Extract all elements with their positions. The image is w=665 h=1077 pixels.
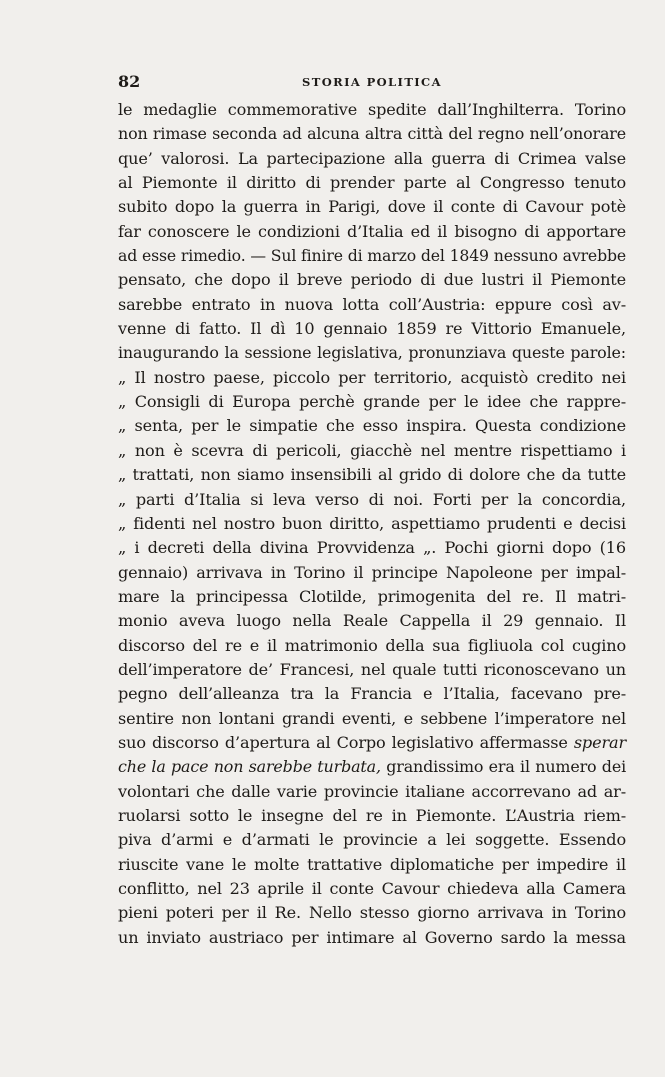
text-line: inaugurando la sessione legislativa, pronunziava queste parole: [118, 343, 626, 363]
text-line-with-italic [118, 755, 626, 779]
text-line: pegno dell’alleanza tra la Francia e l’Italia, facevano pre- [118, 684, 626, 704]
text-line: ad esse rimedio. — Sul finire di marzo del 1849 nessuno avrebbe [118, 246, 626, 266]
text-line: far conoscere le condizioni d’Italia ed il bisogno di apportare [118, 221, 626, 241]
text-line: le medaglie commemorative spedite dall’Inghilterra. Torino [118, 100, 626, 119]
quoted-line: „ Il nostro paese, piccolo per territorio, acquistò credito nei [118, 367, 626, 387]
page-number: 82 [118, 72, 141, 91]
text-line: mare la principessa Clotilde, primogenita del re. Il matri- [118, 586, 626, 606]
text-line: pieni poteri per il Re. Nello stesso giorno arrivava in Torino [118, 903, 626, 923]
text-line: piva d’armi e d’armati le provincie a lei soggette. Essendo [118, 830, 626, 850]
text-line: discorso del re e il matrimonio della sua figliuola col cugino [118, 635, 626, 655]
text-line: al Piemonte il diritto di prender parte al Congresso tenuto [118, 173, 626, 193]
text-span: suo discorso d’apertura al Corpo legislativo affermasse [118, 732, 568, 752]
text-line: volontari che dalle varie provincie italiane accorrevano ad ar- [118, 781, 626, 801]
text-line: subito dopo la guerra in Parigi, dove il conte di Cavour potè [118, 197, 626, 217]
text-line: venne di fatto. Il dì 10 gennaio 1859 re Vittorio Emanuele, [118, 319, 626, 339]
quoted-line: „ senta, per le simpatie che esso inspira. Questa condizione [118, 416, 626, 436]
text-line: dell’imperatore de’ Francesi, nel quale tutti riconoscevano un [118, 659, 626, 679]
text-line-with-italic [118, 731, 626, 755]
text-line: riuscite vane le molte trattative diplomatiche per impedire il [118, 854, 626, 874]
text-line: un inviato austriaco per intimare al Governo sardo la messa [118, 927, 626, 947]
text-span: grandissimo era il numero dei [386, 757, 627, 777]
quoted-line: „ parti d’Italia si leva verso di noi. Forti per la concordia, [118, 489, 626, 509]
quoted-line: „ non è scevra di pericoli, giacchè nel mentre rispettiamo i [118, 440, 626, 460]
text-line: ruolarsi sotto le insegne del re in Piemonte. L’Austria riem- [118, 805, 626, 825]
text-line: sarebbe entrato in nuova lotta coll’Austria: eppure così av- [118, 294, 626, 314]
text-line: conflitto, nel 23 aprile il conte Cavour chiedeva alla Camera [118, 879, 626, 898]
quoted-line: „ i decreti della divina Provvidenza „. Pochi giorni dopo (16 [118, 538, 626, 558]
text-line: gennaio) arrivava in Torino il principe Napoleone per impal- [118, 562, 626, 582]
quoted-line: „ fidenti nel nostro buon diritto, aspettiamo prudenti e decisi [118, 513, 626, 533]
text-line: pensato, che dopo il breve periodo di due lustri il Piemonte [118, 270, 626, 290]
italic-phrase: che la pace non sarebbe turbata, [118, 757, 381, 777]
quoted-line: „ Consigli di Europa perchè grande per le idee che rappre- [118, 392, 626, 412]
text-line: monio aveva luogo nella Reale Cappella il 29 gennaio. Il [118, 611, 626, 631]
page-header [118, 72, 626, 92]
text-line: sentire non lontani grandi eventi, e sebbene l’imperatore nel [118, 708, 626, 728]
quoted-line: „ trattati, non siamo insensibili al grido di dolore che da tutte [118, 465, 626, 485]
text-line: non rimase seconda ad alcuna altra città del regno nell’onorare [118, 124, 626, 144]
italic-phrase: sperar [573, 732, 626, 752]
running-title: STORIA POLITICA [302, 75, 442, 89]
body-text [118, 98, 626, 950]
text-line: que’ valorosi. La partecipazione alla guerra di Crimea valse [118, 148, 626, 168]
